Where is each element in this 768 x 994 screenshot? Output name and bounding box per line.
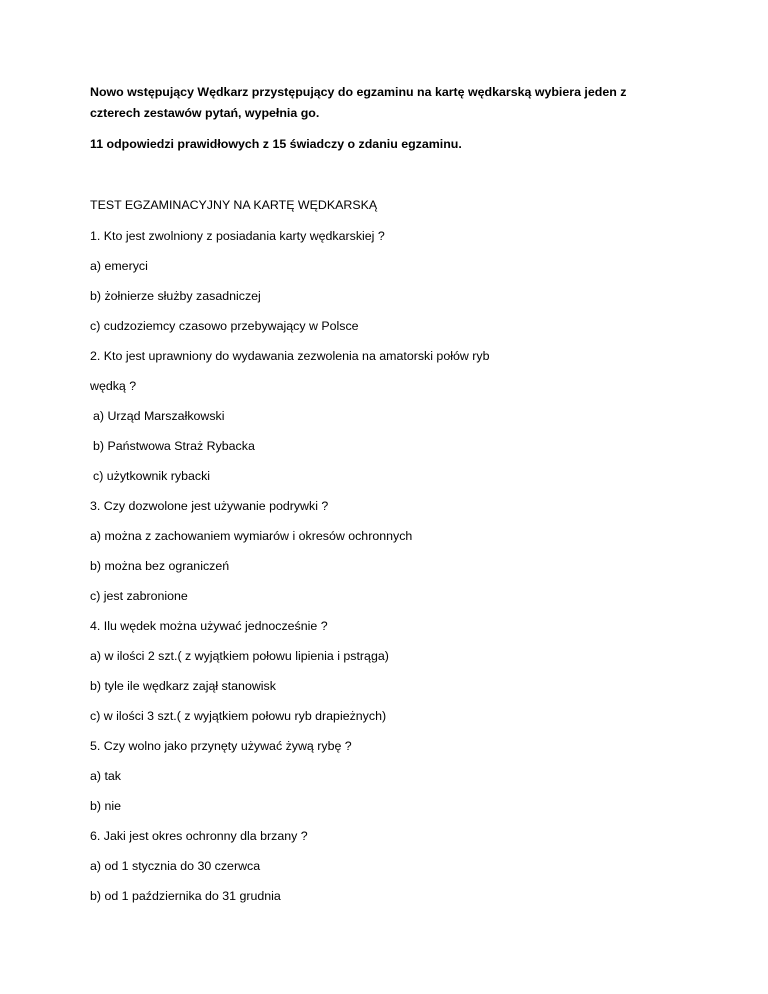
pass-rule: 11 odpowiedzi prawidłowych z 15 świadczy o zdaniu egzaminu.: [90, 137, 462, 151]
answer-2a: a) Urząd Marszałkowski: [93, 409, 225, 423]
answer-2b: b) Państwowa Straż Rybacka: [93, 439, 255, 453]
intro-line-1: Nowo wstępujący Wędkarz przystępujący do egzaminu na kartę wędkarską wybiera jeden z: [90, 85, 627, 99]
question-2-cont: wędką ?: [90, 379, 137, 393]
answer-6a: a) od 1 stycznia do 30 czerwca: [90, 859, 261, 873]
question-2: 2. Kto jest uprawniony do wydawania zezwolenia na amatorski połów ryb: [90, 349, 490, 363]
answer-2c: c) użytkownik rybacki: [93, 469, 211, 483]
question-1: 1. Kto jest zwolniony z posiadania karty wędkarskiej ?: [90, 229, 385, 243]
answer-4a: a) w ilości 2 szt.( z wyjątkiem połowu lipienia i pstrąga): [90, 649, 389, 663]
intro-line-2: czterech zestawów pytań, wypełnia go.: [90, 106, 320, 120]
answer-1a: a) emeryci: [90, 259, 148, 273]
answer-1b: b) żołnierze służby zasadniczej: [90, 289, 261, 303]
answer-1c: c) cudzoziemcy czasowo przebywający w Polsce: [90, 319, 359, 333]
answer-4c: c) w ilości 3 szt.( z wyjątkiem połowu ryb drapieżnych): [90, 709, 387, 723]
question-5: 5. Czy wolno jako przynęty używać żywą rybę ?: [90, 739, 352, 753]
answer-4b: b) tyle ile wędkarz zajął stanowisk: [90, 679, 276, 693]
question-3: 3. Czy dozwolone jest używanie podrywki ?: [90, 499, 329, 513]
answer-5a: a) tak: [90, 769, 121, 783]
answer-3b: b) można bez ograniczeń: [90, 559, 230, 573]
answer-3c: c) jest zabronione: [90, 589, 188, 603]
question-4: 4. Ilu wędek można używać jednocześnie ?: [90, 619, 328, 633]
answer-5b: b) nie: [90, 799, 121, 813]
question-6: 6. Jaki jest okres ochronny dla brzany ?: [90, 829, 308, 843]
answer-3a: a) można z zachowaniem wymiarów i okresów ochronnych: [90, 529, 413, 543]
test-title: TEST EGZAMINACYJNY NA KARTĘ WĘDKARSKĄ: [90, 198, 378, 212]
answer-6b: b) od 1 października do 31 grudnia: [90, 889, 281, 903]
